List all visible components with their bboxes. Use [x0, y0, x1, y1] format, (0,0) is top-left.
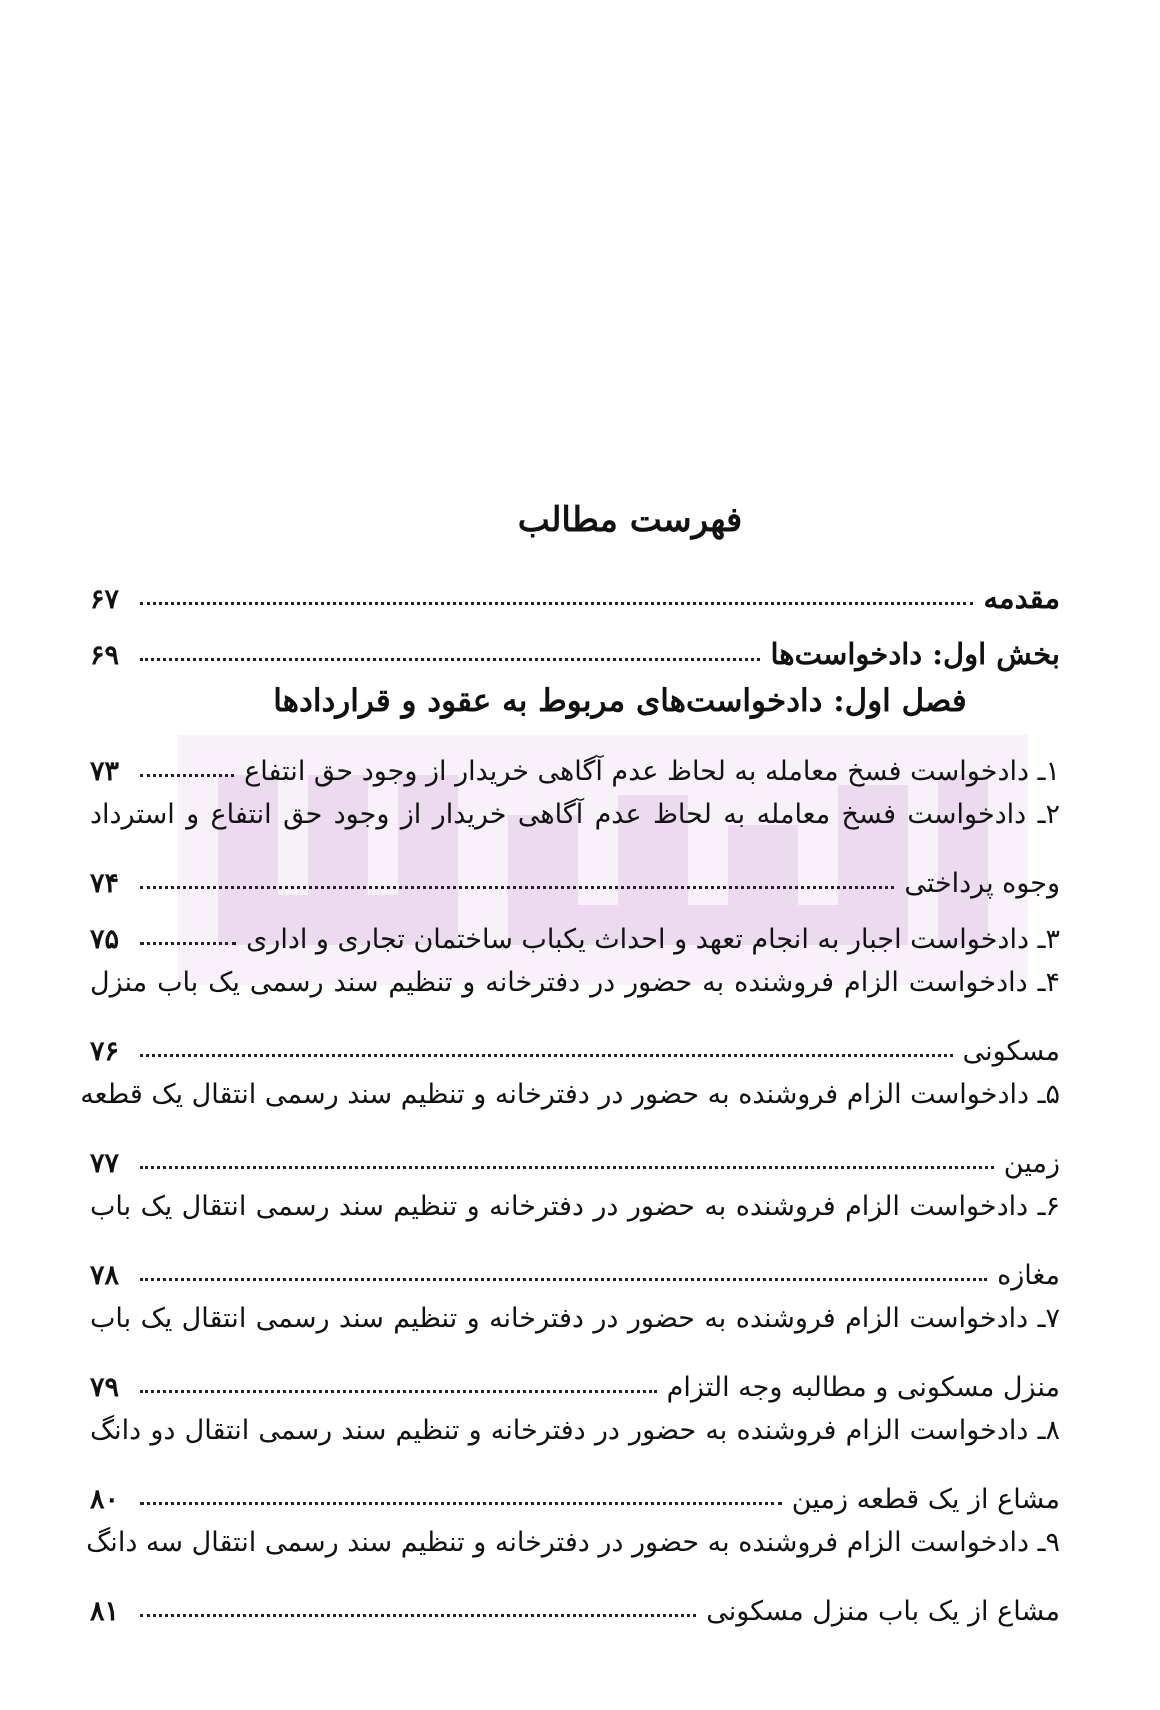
- toc-entry-page: ۷۶: [90, 1036, 120, 1067]
- toc-entry-6[interactable]: [90, 1179, 1060, 1291]
- dot-leader: [140, 1054, 953, 1057]
- dot-leader: [140, 1502, 782, 1505]
- toc-entry-line: ۵ـ دادخواست الزام فروشنده به حضور در دفترخانه و تنظیم سند رسمی انتقال یک قطعه: [80, 1079, 1060, 1110]
- toc-entry-page: ۷۸: [90, 1260, 120, 1291]
- toc-entry-label: مشاع از یک باب منزل مسکونی: [706, 1596, 1060, 1627]
- toc-intro-label: مقدمه: [983, 581, 1060, 615]
- toc-entry-page: ۷۳: [90, 756, 120, 787]
- toc-entry-page: ۷۴: [90, 868, 120, 899]
- toc-entry-label: مشاع از یک قطعه زمین: [791, 1484, 1060, 1515]
- toc-entry-line: ۶ـ دادخواست الزام فروشنده به حضور در دفترخانه و تنظیم سند رسمی انتقال یک باب: [90, 1191, 1060, 1222]
- dot-leader: [140, 602, 973, 605]
- dot-leader: [140, 1278, 987, 1281]
- toc-entry-line: ۸ـ دادخواست الزام فروشنده به حضور در دفترخانه و تنظیم سند رسمی انتقال دو دانگ: [90, 1415, 1060, 1446]
- dot-leader: [140, 1614, 696, 1617]
- toc-chapter1: فصل اول: دادخواست‌های مربوط به عقود و قراردادها: [273, 683, 967, 719]
- toc-entry-line: ۷ـ دادخواست الزام فروشنده به حضور در دفترخانه و تنظیم سند رسمی انتقال یک باب: [90, 1303, 1060, 1334]
- toc-entry-5[interactable]: [80, 1067, 1060, 1179]
- toc-entry-page: ۷۵: [90, 924, 120, 955]
- toc-entry-3[interactable]: [90, 899, 1060, 955]
- toc-entry-7[interactable]: [90, 1291, 1060, 1403]
- toc-part1-page: ۶۹: [90, 640, 120, 671]
- dot-leader: [140, 774, 234, 777]
- dot-leader: [140, 1390, 657, 1393]
- toc-entry-page: ۸۰: [90, 1484, 120, 1515]
- dot-leader: [140, 886, 894, 889]
- toc-entry-label: زمین: [1003, 1148, 1060, 1179]
- toc-entry-8[interactable]: [90, 1403, 1060, 1515]
- toc-entry-label: وجوه پرداختی: [904, 868, 1060, 899]
- toc-intro[interactable]: [90, 559, 1060, 615]
- toc-entry-label: منزل مسکونی و مطالبه وجه التزام: [666, 1372, 1060, 1403]
- toc-entry-page: ۷۷: [90, 1148, 120, 1179]
- toc-entry-line: ۲ـ دادخواست فسخ معامله به لحاظ عدم آگاهی خریدار از وجود حق انتفاع و استرداد: [90, 799, 1060, 830]
- dot-leader: [140, 1166, 994, 1169]
- toc-entry-label: مسکونی: [962, 1036, 1060, 1067]
- toc-entry-page: ۷۹: [90, 1372, 120, 1403]
- toc-part1-label: بخش اول: دادخواست‌ها: [770, 637, 1060, 671]
- dot-leader: [140, 942, 236, 945]
- toc-intro-page: ۶۷: [90, 584, 120, 615]
- toc-entry-9[interactable]: [86, 1515, 1060, 1627]
- toc-entry-1[interactable]: [90, 731, 1060, 787]
- toc-entry-line: ۹ـ دادخواست الزام فروشنده به حضور در دفترخانه و تنظیم سند رسمی انتقال سه دانگ: [86, 1527, 1060, 1558]
- toc-part1[interactable]: [90, 615, 1060, 671]
- toc-entry-page: ۸۱: [90, 1596, 120, 1627]
- toc-entry-line: ۴ـ دادخواست الزام فروشنده به حضور در دفترخانه و تنظیم سند رسمی یک باب منزل: [90, 967, 1060, 998]
- toc-entry-label: مغازه: [997, 1260, 1060, 1291]
- toc-entry-4[interactable]: [90, 955, 1060, 1067]
- toc-entry-2[interactable]: [90, 787, 1060, 899]
- toc-entry-label: ۳ـ دادخواست اجبار به انجام تعهد و احداث یکباب ساختمان تجاری و اداری: [246, 924, 1060, 955]
- toc-entry-label: ۱ـ دادخواست فسخ معامله به لحاظ عدم آگاهی خریدار از وجود حق انتفاع: [244, 756, 1060, 787]
- dot-leader: [140, 658, 760, 661]
- toc-title: فهرست مطالب: [517, 500, 743, 540]
- table-of-contents: [80, 495, 1060, 1627]
